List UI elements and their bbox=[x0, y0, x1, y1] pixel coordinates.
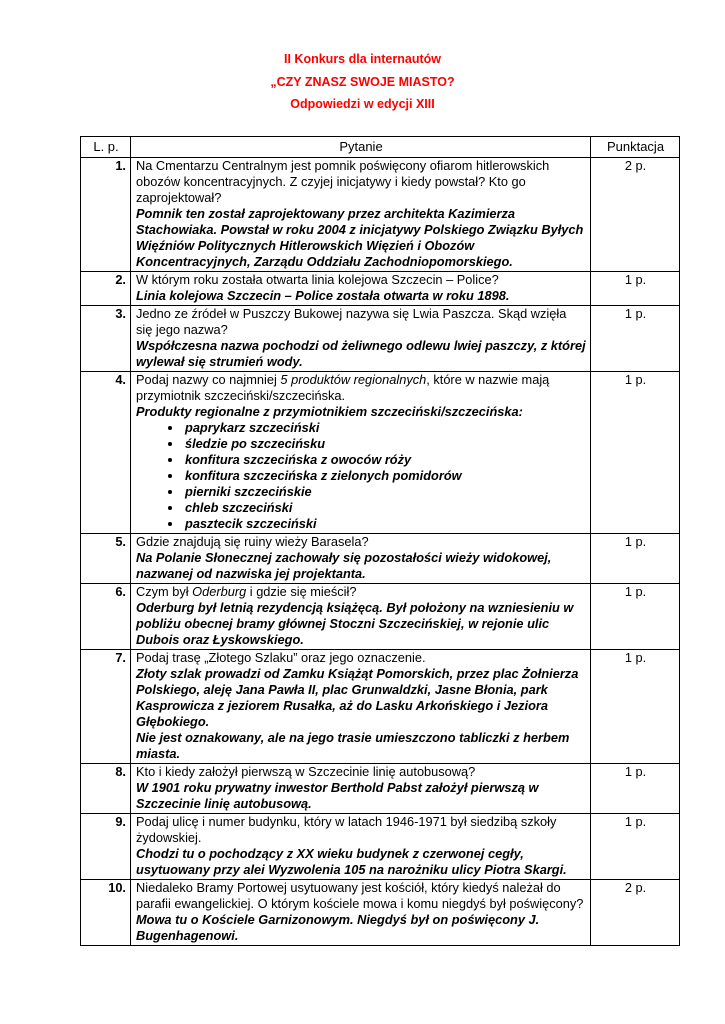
answer-text: Chodzi tu o pochodzący z XX wieku budynek z czerwonej cegły, usytuowany przy alei Wyzwolenia 105 na narożniku ulicy Piotra Skargi. bbox=[136, 846, 567, 877]
answer-note: Nie jest oznakowany, ale na jego trasie umieszczono tabliczki z herbem miasta. bbox=[136, 730, 570, 761]
table-row bbox=[81, 584, 680, 650]
table-row bbox=[81, 650, 680, 764]
question-text: Jedno ze źródeł w Puszczy Bukowej nazywa się Lwia Paszcza. Skąd wzięła się jego nazwa? bbox=[136, 306, 567, 337]
question-text: W którym roku została otwarta linia kolejowa Szczecin – Police? bbox=[136, 272, 499, 287]
question-cell bbox=[131, 814, 591, 880]
list-item: • chleb szczeciński bbox=[183, 500, 586, 516]
question-cell bbox=[131, 764, 591, 814]
question-text: Na Cmentarzu Centralnym jest pomnik poświęcony ofiarom hitlerowskich obozów koncentracyjnych. Z czyjej inicjatywy i kiedy powstał? Kto go zaprojektował? bbox=[136, 158, 550, 205]
points-cell: 1 p. bbox=[591, 584, 680, 650]
question-text: Kto i kiedy założył pierwszą w Szczecinie linię autobusową? bbox=[136, 764, 476, 779]
question-text: Podaj trasę „Złotego Szlaku” oraz jego oznaczenie. bbox=[136, 650, 426, 665]
table-row bbox=[81, 764, 680, 814]
answer-text: Oderburg był letnią rezydencją książęcą. Był położony na wzniesieniu w pobliżu obecnej bramy głównej Stoczni Szczecińskiej, w rejonie ulic Dubois oraz Łyskowskiego. bbox=[136, 600, 574, 647]
row-number: 7. bbox=[81, 650, 131, 764]
column-header-question: Pytanie bbox=[131, 137, 591, 158]
points-cell: 1 p. bbox=[591, 272, 680, 306]
answer-text: Pomnik ten został zaprojektowany przez architekta Kazimierza Stachowiaka. Powstał w roku 2004 z inicjatywy Polskiego Związku Byłych Więźniów Politycznych Hitlerowskich Więzień i Obozów Koncentracyjnych, Zarządu Oddziału Zachodniopomorskiego. bbox=[136, 206, 584, 269]
answer-text: Złoty szlak prowadzi od Zamku Książąt Pomorskich, przez plac Żołnierza Polskiego, aleję Jana Pawła II, plac Grunwaldzki, Jasne Błonia, park Kasprowicza z jeziorem Rusałka, aż do Lasku Arkońskiego i Jeziora Głębokiego. bbox=[136, 666, 579, 729]
points-cell: 1 p. bbox=[591, 306, 680, 372]
table-row bbox=[81, 372, 680, 534]
question-text-emphasis: 5 produktów regionalnych bbox=[280, 372, 427, 387]
answer-text: W 1901 roku prywatny inwestor Berthold Pabst założył pierwszą w Szczecinie linię autobusową. bbox=[136, 780, 539, 811]
question-text: Gdzie znajdują się ruiny wieży Barasela? bbox=[136, 534, 369, 549]
answer-text: Produkty regionalne z przymiotnikiem szczeciński/szczecińska: bbox=[136, 404, 523, 419]
table-header-row bbox=[81, 137, 680, 158]
question-text-part: , które w nazwie mają przymiotnik szczeciński/szczecińska. bbox=[136, 372, 550, 403]
column-header-lp: L. p. bbox=[81, 137, 131, 158]
row-number: 8. bbox=[81, 764, 131, 814]
list-item: • pasztecik szczeciński bbox=[183, 516, 586, 532]
question-text: Niedaleko Bramy Portowej usytuowany jest kościół, który kiedyś należał do parafii ewangelickiej. O którym kościele mowa i komu niegdyś był poświęcony? bbox=[136, 880, 584, 911]
question-cell bbox=[131, 650, 591, 764]
table-row bbox=[81, 534, 680, 584]
points-cell: 1 p. bbox=[591, 372, 680, 534]
row-number: 1. bbox=[81, 158, 131, 272]
row-number: 5. bbox=[81, 534, 131, 584]
list-item: • paprykarz szczeciński bbox=[183, 420, 586, 436]
contest-title: II Konkurs dla internautów bbox=[284, 52, 441, 66]
question-text-part: Podaj nazwy co najmniej bbox=[136, 372, 281, 387]
row-number: 9. bbox=[81, 814, 131, 880]
row-number: 6. bbox=[81, 584, 131, 650]
points-cell: 1 p. bbox=[591, 534, 680, 584]
answer-text: Współczesna nazwa pochodzi od żeliwnego odlewu lwiej paszczy, z której wylewał się strumień wody. bbox=[136, 338, 586, 369]
list-item: • śledzie po szczecińsku bbox=[183, 436, 586, 452]
table-row bbox=[81, 814, 680, 880]
question-text: Podaj ulicę i numer budynku, który w latach 1946-1971 był siedzibą szkoły żydowskiej. bbox=[136, 814, 557, 845]
column-header-points: Punktacja bbox=[591, 137, 680, 158]
answer-text: Linia kolejowa Szczecin – Police została otwarta w roku 1898. bbox=[136, 288, 510, 303]
question-cell bbox=[131, 880, 591, 946]
question-text bbox=[136, 584, 586, 600]
question-cell bbox=[131, 534, 591, 584]
answers-table bbox=[80, 136, 680, 946]
question-text bbox=[136, 372, 586, 404]
answer-text: Mowa tu o Kościele Garnizonowym. Niegdyś był on poświęcony J. Bugenhagenowi. bbox=[136, 912, 540, 943]
row-number: 4. bbox=[81, 372, 131, 534]
products-list bbox=[136, 420, 586, 532]
list-item: • konfitura szczecińska z owoców róży bbox=[183, 452, 586, 468]
edition-title: Odpowiedzi w edycji XIII bbox=[290, 97, 435, 111]
contest-subtitle: „CZY ZNASZ SWOJE MIASTO? bbox=[270, 75, 455, 89]
question-cell bbox=[131, 272, 591, 306]
row-number: 10. bbox=[81, 880, 131, 946]
points-cell: 1 p. bbox=[591, 764, 680, 814]
table-row bbox=[81, 306, 680, 372]
question-cell bbox=[131, 158, 591, 272]
question-text-part: Czym był bbox=[136, 584, 193, 599]
points-cell: 1 p. bbox=[591, 650, 680, 764]
table-row bbox=[81, 880, 680, 946]
list-item: • pierniki szczecińskie bbox=[183, 484, 586, 500]
list-item: • konfitura szczecińska z zielonych pomidorów bbox=[183, 468, 586, 484]
points-cell: 2 p. bbox=[591, 880, 680, 946]
question-text-part: i gdzie się mieścił? bbox=[246, 584, 357, 599]
answer-text: Na Polanie Słonecznej zachowały się pozostałości wieży widokowej, nazwanej od nazwiska jej projektanta. bbox=[136, 550, 552, 581]
points-cell: 1 p. bbox=[591, 814, 680, 880]
question-text-emphasis: Oderburg bbox=[192, 584, 247, 599]
question-cell bbox=[131, 584, 591, 650]
points-cell: 2 p. bbox=[591, 158, 680, 272]
question-cell bbox=[131, 306, 591, 372]
table-row bbox=[81, 158, 680, 272]
row-number: 2. bbox=[81, 272, 131, 306]
row-number: 3. bbox=[81, 306, 131, 372]
question-cell bbox=[131, 372, 591, 534]
table-row bbox=[81, 272, 680, 306]
